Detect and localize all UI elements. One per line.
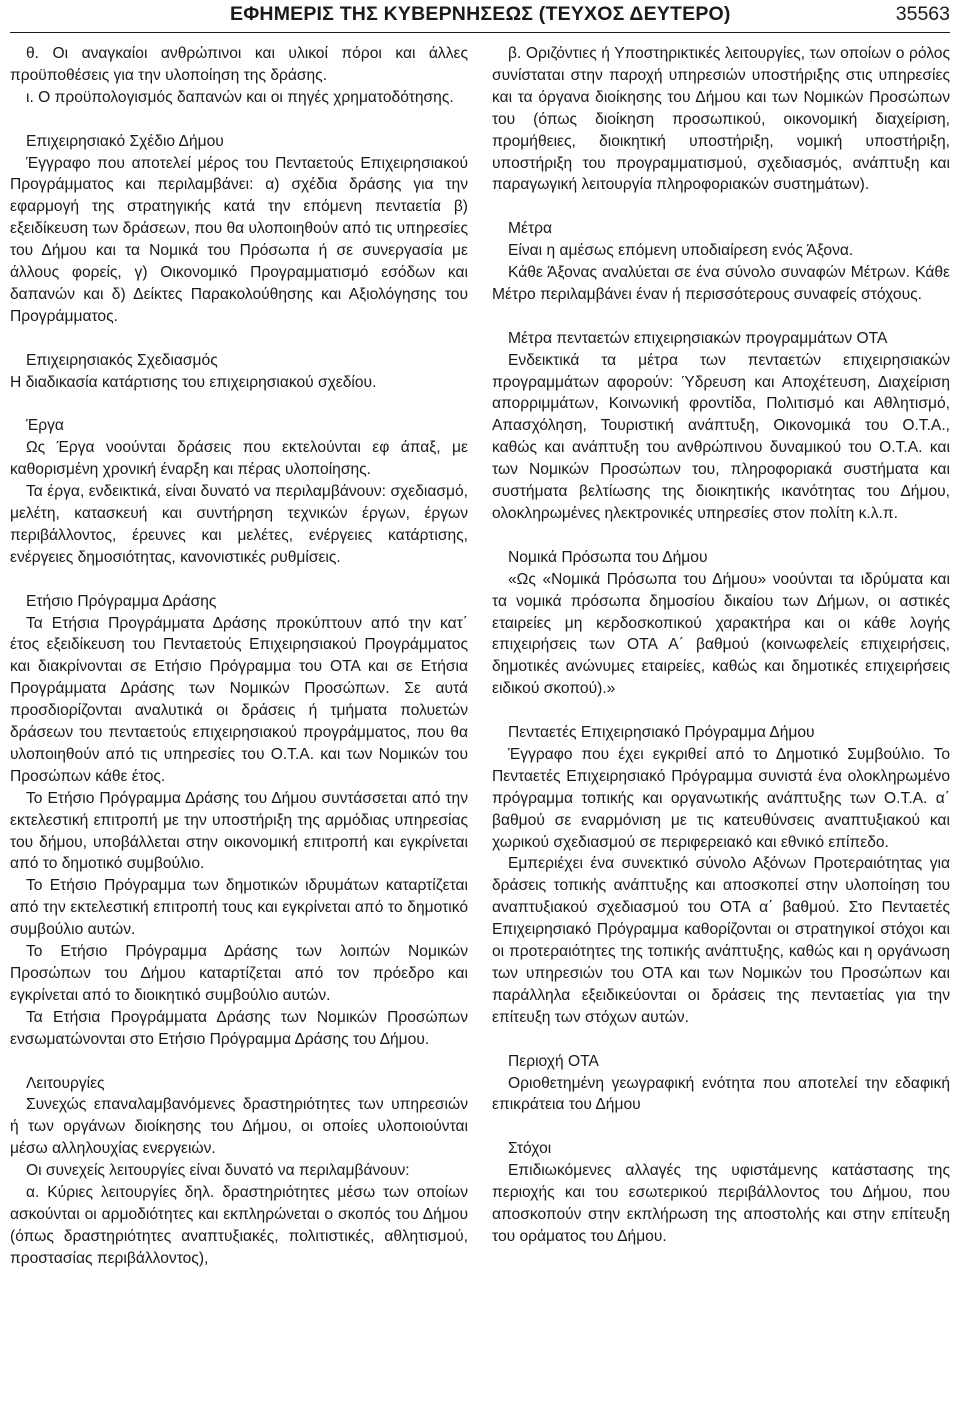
section-text-epixeirisiako-sxedio: Έγγραφο που αποτελεί μέρος του Πενταετούς Επιχειρησιακού Προγράμματος και περιλαμβάνει: α) σχέδια δράσης για την εφαρμογή της στρατηγικής κατά την επόμενη πενταετία β) εξειδίκευση των δράσεων, που θα υλοποιηθούν από τις υπηρεσίες του Δήμου και τα Νομικά του Πρόσωπα ή σε συνεργασία με άλλους φορείς, γ) Οικονομικό Προγραμματισμό εσόδων και δαπανών και δ) Δείκτες Παρακολούθησης και Αξιολόγησης του Προγράμματος. xyxy=(10,154,468,325)
paragraph: Συνεχώς επαναλαμβανόμενες δραστηριότητες των υπηρεσιών ή των οργάνων διοίκησης του Δήμου, οι οποίες υλοποιούνται μέσω αλληλουχίας ενεργειών. xyxy=(10,1096,468,1158)
paragraph: Οι συνεχείς λειτουργίες είναι δυνατό να περιλαμβάνουν: xyxy=(26,1162,410,1180)
left-column xyxy=(10,43,468,1270)
page-header xyxy=(0,0,960,38)
spacer xyxy=(492,525,950,547)
paragraph: Το Ετήσιο Πρόγραμμα των δημοτικών ιδρυμάτων καταρτίζεται από την εκτελεστική επιτροπή τους και εγκρίνεται από το δημοτικό συμβούλιο αυτών. xyxy=(10,877,468,939)
gazette-title: ΕΦΗΜΕΡΙΣ ΤΗΣ ΚΥΒΕΡΝΗΣΕΩΣ (ΤΕΥΧΟΣ ΔΕΥΤΕΡΟ) xyxy=(230,3,731,25)
spacer xyxy=(10,1051,468,1073)
spacer xyxy=(10,109,468,131)
spacer xyxy=(492,1029,950,1051)
spacer xyxy=(492,196,950,218)
item-iota: ι. Ο προϋπολογισμός δαπανών και οι πηγές χρηματοδότησης. xyxy=(26,88,454,106)
section-heading-etisio-programma: Ετήσιο Πρόγραμμα Δράσης xyxy=(26,592,217,610)
paragraph: Το Ετήσιο Πρόγραμμα Δράσης του Δήμου συντάσσεται από την εκτελεστική επιτροπή με την υποστήριξη της αρμόδιας υπηρεσίας του δήμου, υποβάλλεται στην οικονομική επιτροπή και εγκρίνεται από το δημοτικό συμβούλιο. xyxy=(10,789,468,873)
section-text-epixeirisiakos-sxediasmos: Η διαδικασία κατάρτισης του επιχειρησιακού σχεδίου. xyxy=(10,373,377,391)
section-heading-erga: Έργα xyxy=(26,417,64,435)
section-heading-epixeirisiako-sxedio: Επιχειρησιακό Σχέδιο Δήμου xyxy=(26,132,224,150)
paragraph: «Ως «Νομικά Πρόσωπα του Δήμου» νοούνται τα ιδρύματα και τα νομικά πρόσωπα δημοσίου δικαίου των Δήμων, οι αστικές εταιρείες μη κερδοσκοπικού χαρακτήρα και οι κάθε λογής επιχειρήσεις των ΟΤΑ Α΄ βαθμού (κοινωφελείς επιχειρήσεις, δημοτικές ανώνυμες εταιρείες, καθώς και δημοτικές επιχειρήσεις ειδικού σκοπού).» xyxy=(492,570,950,698)
section-heading-metra-pentaeton: Μέτρα πενταετών επιχειρησιακών προγραμμάτων ΟΤΑ xyxy=(508,329,888,347)
spacer xyxy=(10,393,468,415)
section-heading-stoxoi: Στόχοι xyxy=(508,1140,552,1158)
paragraph: Ενδεικτικά τα μέτρα των πενταετών επιχειρησιακών προγραμμάτων αφορούν: Ύδρευση και Αποχέτευση, Διαχείριση απορριμμάτων, Κοινωνική φροντίδα, Πολιτισμό και Αθλητισμό, Απασχόληση, Τουριστική ανάπτυξη, Οικονομικά του Ο.Τ.Α., καθώς και ανάπτυξη του ανθρώπινου δυναμικού του Ο.Τ.Α. και των Νομικών Προσώπων του, πληροφοριακά συστήματα και συστήματα βελτίωσης της διοικητικής ικανότητας του Δήμου, ολοκληρωμένες ηλεκτρονικές υπηρεσίες στον πολίτη κ.λ.π. xyxy=(492,351,950,522)
spacer xyxy=(492,306,950,328)
paragraph: Ως Έργα νοούνται δράσεις που εκτελούνται εφ άπαξ, με καθορισμένη χρονική έναρξη και πέρας υλοποίησης. xyxy=(10,439,468,479)
paragraph: Τα έργα, ενδεικτικά, είναι δυνατό να περιλαμβάνουν: σχεδιασμό, μελέτη, κατασκευή και συντήρηση τεχνικών έργων, έργων περιβάλλοντος, έρευνες και μελέτες, ενέργειες κατάρτισης, ενέργειες δημοσιότητας, κανονιστικές ρυθμίσεις. xyxy=(10,483,468,566)
paragraph: Τα Ετήσια Προγράμματα Δράσης προκύπτουν από την κατ΄ έτος εξειδίκευση του Πενταετούς Επιχειρησιακού Προγράμματος και διακρίνονται σε Ετήσιο Πρόγραμμα του ΟΤΑ και σε Ετήσια Προγράμματα Δράσης των Νομικών Προσώπων. Σε αυτά προσδιορίζονται αναλυτικά οι δράσεις ή τμήματα πολυετών δράσεων του πενταετούς επιχειρησιακού προγράμματος, που θα υλοποιηθούν από τις υπηρεσίες του Ο.Τ.Α. και των Νομικών του Προσώπων κάθε έτος. xyxy=(10,614,468,785)
paragraph: Το Ετήσιο Πρόγραμμα Δράσης των λοιπών Νομικών Προσώπων του Δήμου καταρτίζεται από τον πρόεδρο και εγκρίνεται από το διοικητικό συμβούλιο αυτών. xyxy=(10,943,468,1004)
paragraph: Εμπεριέχει ένα συνεκτικό σύνολο Αξόνων Προτεραιότητας για δράσεις τοπικής ανάπτυξης και αποσκοπεί στην υλοποίηση του αναπτυξιακού σχεδιασμού του ΟΤΑ α΄ βαθμού. Στο Πενταετές Επιχειρησιακό Πρόγραμμα καθορίζονται οι στρατηγικοί στόχοι και οι προτεραιότητες της τοπικής ανάπτυξης, καθώς και η οργάνωση των υπηρεσιών του ΟΤΑ και των Νομικών του Προσώπων και παράλληλα εξειδικεύονται οι δράσεις της πενταετίας για την επίτευξη των στόχων αυτών. xyxy=(492,855,950,1026)
paragraph: α. Κύριες λειτουργίες δηλ. δραστηριότητες μέσω των οποίων ασκούνται οι αρμοδιότητες και εκπληρώνεται ο σκοπός του Δήμου (όπως δραστηριότητες αναπτυξιακές, πολιτιστικές, αθλητισμού, προστασίας περιβάλλοντος), xyxy=(10,1184,468,1267)
right-column xyxy=(492,43,950,1248)
spacer xyxy=(492,1116,950,1138)
item-theta: θ. Οι αναγκαίοι ανθρώπινοι και υλικοί πόροι και άλλες προϋποθέσεις για την υλοποίηση της δράσης. xyxy=(10,45,468,84)
page-number: 35563 xyxy=(895,3,950,25)
section-heading-pentaetes-programma: Πενταετές Επιχειρησιακό Πρόγραμμα Δήμου xyxy=(508,724,815,742)
section-heading-epixeirisiakos-sxediasmos: Επιχειρησιακός Σχεδιασμός xyxy=(26,351,218,369)
section-heading-perioxi-ota: Περιοχή ΟΤΑ xyxy=(508,1052,599,1070)
paragraph: Είναι η αμέσως επόμενη υποδιαίρεση ενός Άξονα. xyxy=(508,242,854,260)
paragraph: Έγγραφο που έχει εγκριθεί από το Δημοτικό Συμβούλιο. Το Πενταετές Επιχειρησιακό Πρόγραμμα συνιστά ένα ολοκληρωμένο πρόγραμμα τοπικής και οργανωτικής ανάπτυξης των Ο.Τ.Α. α΄ βαθμού σε εναρμόνιση με τις κατευθύνσεις αναπτυξιακού και χωρικού σχεδιασμού σε περιφερειακό και εθνικό επίπεδο. xyxy=(492,745,950,851)
spacer xyxy=(10,569,468,591)
section-heading-nomika-prosopa: Νομικά Πρόσωπα του Δήμου xyxy=(508,548,708,566)
section-heading-leitourgies: Λειτουργίες xyxy=(26,1074,105,1092)
spacer xyxy=(10,328,468,350)
section-heading-metra: Μέτρα xyxy=(508,220,552,238)
paragraph: Οριοθετημένη γεωγραφική ενότητα που αποτελεί την εδαφική επικράτεια του Δήμου xyxy=(492,1074,950,1114)
header-divider xyxy=(10,32,950,33)
paragraph: Κάθε Άξονας αναλύεται σε ένα σύνολο συναφών Μέτρων. Κάθε Μέτρο περιλαμβάνει έναν ή περισσότερους συναφείς στόχους. xyxy=(492,264,950,303)
paragraph: Επιδιωκόμενες αλλαγές της υφιστάμενης κατάστασης της περιοχής και του εσωτερικού περιβάλλοντος του Δήμου, που αποσκοπούν στην εκπλήρωση της αποστολής και στην επίτευξη του οράματος του Δήμου. xyxy=(492,1162,950,1245)
paragraph: Τα Ετήσια Προγράμματα Δράσης των Νομικών Προσώπων ενσωματώνονται στο Ετήσιο Πρόγραμμα Δράσης του Δήμου. xyxy=(10,1008,468,1048)
spacer xyxy=(492,700,950,722)
item-beta: β. Οριζόντιες ή Υποστηρικτικές λειτουργίες, των οποίων ο ρόλος συνίσταται στην παροχή υπηρεσιών υποστήριξης στις υπηρεσίες και τα όργανα διοίκησης του Δήμου και των Νομικών Προσώπων του (όπως διοίκηση προσωπικού, οικονομική διαχείριση, προμήθειες, διοικητική υποστήριξη, νομική υποστήριξη, υποστήριξη του προγραμματισμού, σχεδιασμός, ανάπτυξη και παραγωγική λειτουργία πληροφοριακών συστημάτων). xyxy=(492,45,950,194)
